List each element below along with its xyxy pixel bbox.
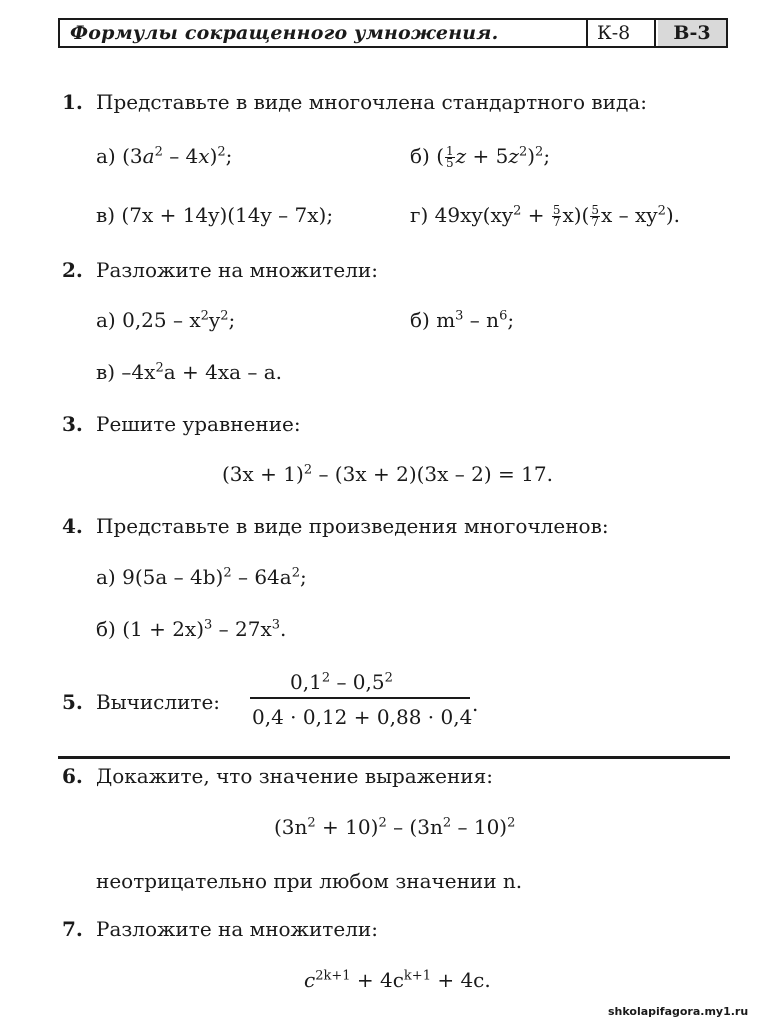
task-item: б) $m^3 - n^6$; [410,308,515,332]
task-item: а) $9(5a - 4b)^2 - 64a^2$; [96,565,307,589]
variant-badge: В-3 [658,20,726,46]
task-item: г) $49xy(xy^2$ + $\frac{5}{7}$ x)( $\frac{5}{7}$ x – $xy^2$). [410,203,681,229]
task-item: б) ( $\frac{1}{5}$ $z + 5z^2)^2$; [410,144,551,170]
task-item: а) $(3a^2 - 4x)^2$; [96,144,233,168]
task-title: Вычислите: [96,690,221,714]
equation: $(3x + 1)^2 - (3x + 2)(3x - 2) = 17$. [222,462,553,486]
header-divider [654,18,656,48]
task-title: Разложите на множители: [96,258,378,282]
fraction: $\frac{5}{7}$ [552,203,561,229]
fraction-denominator: 0,4 · 0,12 + 0,88 · 0,4 [252,705,473,729]
task-item: б) $(1 + 2x)^3 - 27x^3$. [96,617,287,641]
expression: $(3n^2 + 10)^2 - (3n^2 - 10)^2$ [274,815,516,839]
task-conclusion: неотрицательно при любом значении n. [96,869,523,893]
task-number: 6. [62,764,83,788]
task-item: а) $0,25 - x^2y^2$; [96,308,236,332]
test-code: К-8 [597,22,631,44]
task-number: 5. [62,690,83,714]
task-title: Представьте в виде многочлена стандартного вида: [96,90,647,114]
task-title: Решите уравнение: [96,412,301,436]
header-divider [586,18,588,48]
task-number: 7. [62,917,83,941]
task-number: 3. [62,412,83,436]
task-item: в) $-4x^2a + 4xa - a$. [96,360,283,384]
task-number: 1. [62,90,83,114]
task-title: Докажите, что значение выражения: [96,764,493,788]
worksheet-title: Формулы сокращенного умножения. [70,22,499,44]
fraction-bar [250,697,470,699]
section-divider [58,756,730,759]
period: . [472,692,479,716]
fraction: $\frac{1}{5}$ [446,144,454,170]
fraction-numerator: $0,1^2 - 0,5^2$ [290,670,393,694]
expression: $c^{2k+1} + 4c^{k+1} + 4c$. [304,968,491,992]
task-title: Представьте в виде произведения многочленов: [96,514,609,538]
task-number: 4. [62,514,83,538]
fraction: $\frac{5}{7}$ [591,203,599,229]
task-number: 2. [62,258,83,282]
task-title: Разложите на множители: [96,917,378,941]
site-watermark: shkolapifagora.my1.ru [608,1005,749,1018]
task-item: в) (7x + 14y)(14y – 7x); [96,203,334,227]
